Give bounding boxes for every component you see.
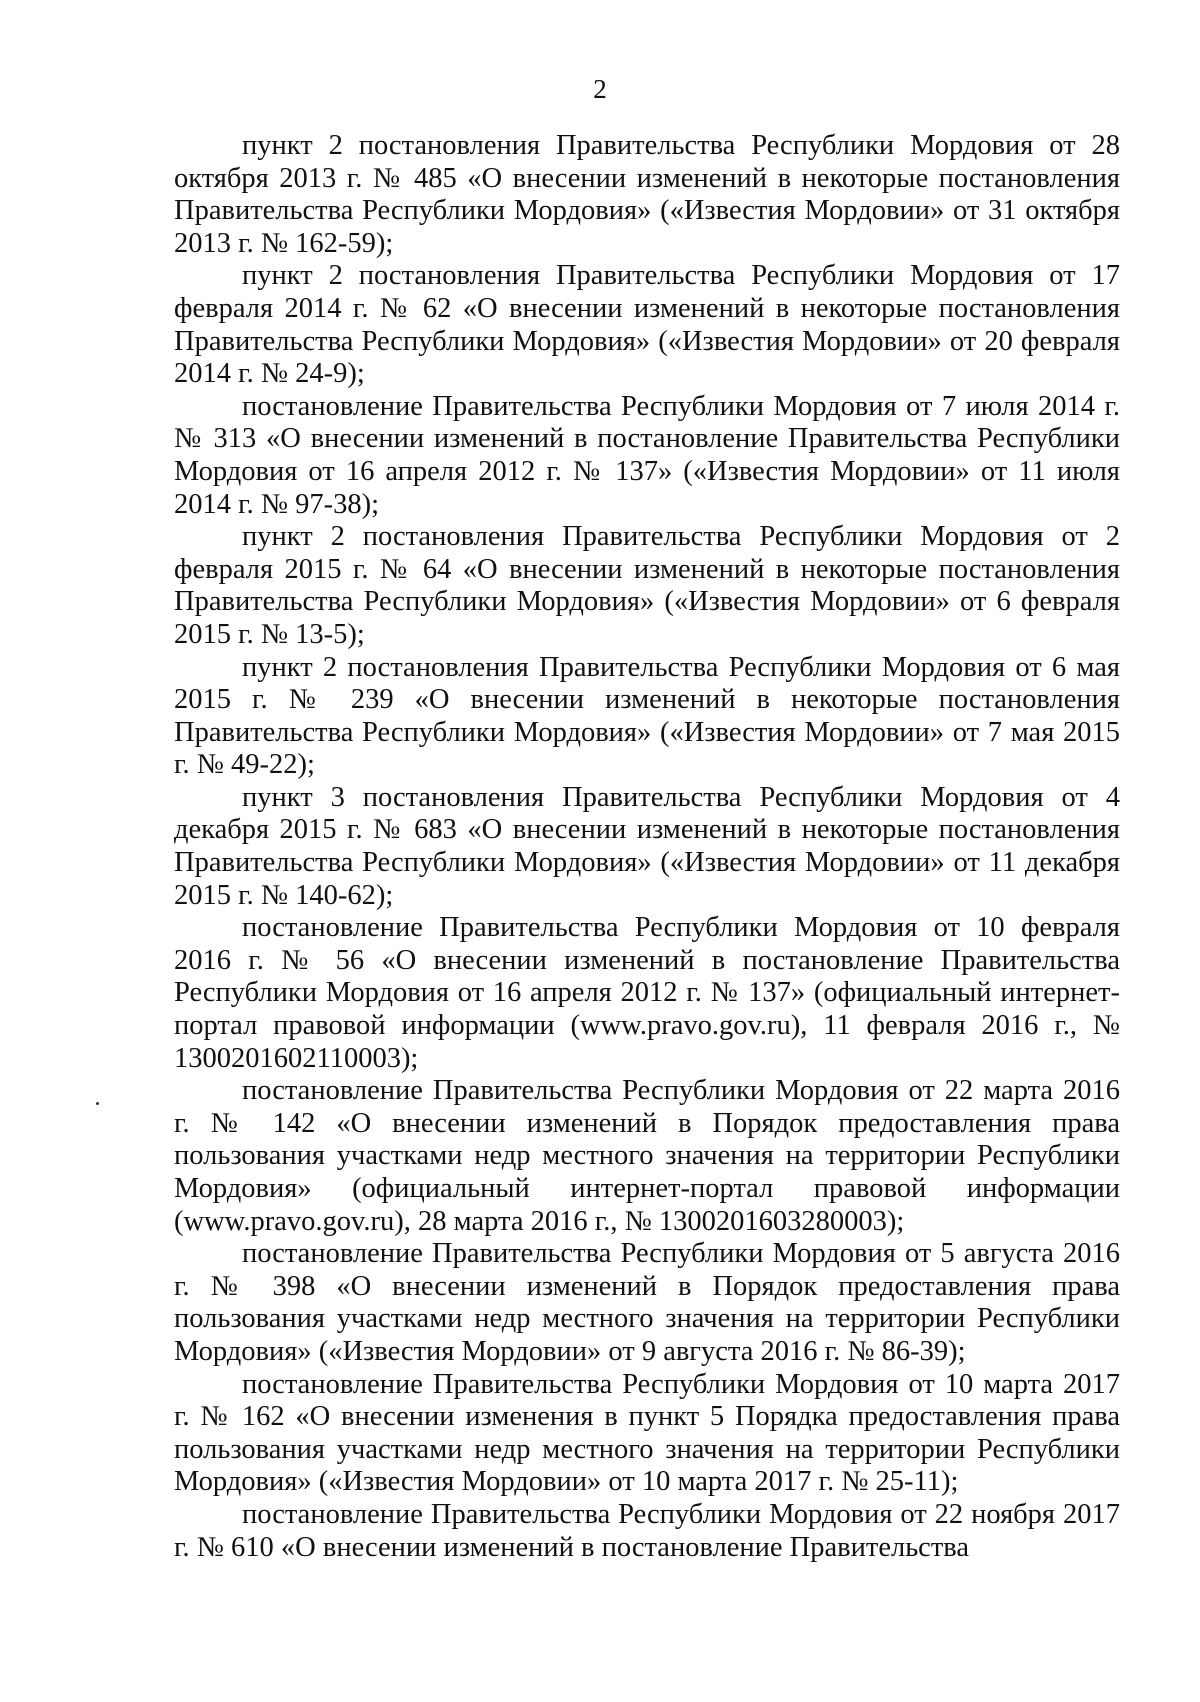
paragraph-continued: постановление Правительства Республики Мордовия от 22 ноября 2017 г. № 610 «О внесении изменений в постановление Правительства: [174, 1498, 1120, 1563]
paragraph: пункт 3 постановления Правительства Республики Мордовия от 4 декабря 2015 г. № 683 «О внесении изменений в некоторые постановления Правительства Республики Мордовия» («Известия Мордовии» от 11 декабря 2015 г. № 140-62);: [174, 781, 1120, 911]
paragraph: постановление Правительства Республики Мордовия от 7 июля 2014 г. № 313 «О внесении изменений в постановление Правительства Республики Мордовия от 16 апреля 2012 г. № 137» («Известия Мордовии» от 11 июля 2014 г. № 97-38);: [174, 390, 1120, 520]
paragraph: пункт 2 постановления Правительства Республики Мордовия от 17 февраля 2014 г. № 62 «О внесении изменений в некоторые постановления Правительства Республики Мордовия» («Известия Мордовии» от 20 февраля 2014 г. № 24-9);: [174, 260, 1120, 390]
paragraph: постановление Правительства Республики Мордовия от 22 марта 2016 г. № 142 «О внесении изменений в Порядок предоставления права пользования участками недр местного значения на территории Республики Мордовия» (официальный интернет-портал правовой информации (www.pravo.gov.ru), 28 марта 2016 г., № 1300201603280003);: [174, 1075, 1120, 1237]
scan-speck: [96, 1102, 99, 1105]
document-body: [174, 130, 1120, 1564]
paragraph: пункт 2 постановления Правительства Республики Мордовия от 6 мая 2015 г. № 239 «О внесении изменений в некоторые постановления Правительства Республики Мордовия» («Известия Мордовии» от 7 мая 2015 г. № 49-22);: [174, 651, 1120, 781]
paragraph: пункт 2 постановления Правительства Республики Мордовия от 2 февраля 2015 г. № 64 «О внесении изменений в некоторые постановления Правительства Республики Мордовия» («Известия Мордовии» от 6 февраля 2015 г. № 13-5);: [174, 521, 1120, 650]
paragraph: постановление Правительства Республики Мордовия от 5 августа 2016 г. № 398 «О внесении изменений в Порядок предоставления права пользования участками недр местного значения на территории Республики Мордовия» («Известия Мордовии» от 9 августа 2016 г. № 86-39);: [174, 1238, 1120, 1367]
paragraph: постановление Правительства Республики Мордовия от 10 февраля 2016 г. № 56 «О внесении изменений в постановление Правительства Республики Мордовия от 16 апреля 2012 г. № 137» (официальный интернет-портал правовой информации (www.pravo.gov.ru), 11 февраля 2016 г., № 1300201602110003);: [174, 912, 1120, 1074]
page-number: 2: [593, 74, 607, 104]
paragraph: постановление Правительства Республики Мордовия от 10 марта 2017 г. № 162 «О внесении изменения в пункт 5 Порядка предоставления права пользования участками недр местного значения на территории Республики Мордовия» («Известия Мордовии» от 10 марта 2017 г. № 25-11);: [174, 1368, 1120, 1498]
paragraph: пункт 2 постановления Правительства Республики Мордовия от 28 октября 2013 г. № 485 «О внесении изменений в некоторые постановления Правительства Республики Мордовия» («Известия Мордовии» от 31 октября 2013 г. № 162-59);: [174, 130, 1120, 259]
